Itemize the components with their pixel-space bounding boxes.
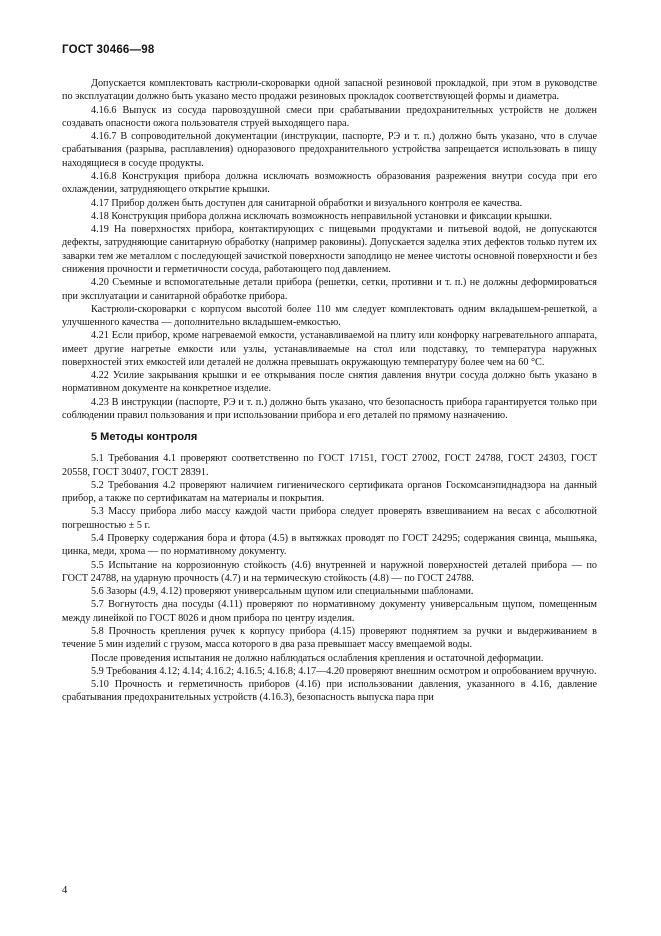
section-title: 5 Методы контроля bbox=[91, 431, 198, 444]
paragraph: 4.19 На поверхностях прибора, контактирующих с пищевыми продуктами и питьевой водой, не допускаются дефекты, затрудняющие санитарную обработку (например раковины). Допускается заделка этих дефектов только путем их заварки тем же металлом с последующей зачисткой поверхности заподлицо не менее чистоты основной поверхности и без снижения прочности и герметичности сосуда, работающего под давлением. bbox=[62, 224, 597, 275]
paragraph: 5.8 Прочность крепления ручек к корпусу прибора (4.15) проверяют поднятием за ручки и выдерживанием в течение 5 мин изделий с грузом, масса которого в два раза превышает массу вмещаемой воды. bbox=[62, 625, 597, 651]
document-header: ГОСТ 30466—98 bbox=[62, 44, 155, 56]
paragraph: Допускается комплектовать кастрюли-скороварки одной запасной резиновой прокладкой, при этом в руководстве по эксплуатации должно быть указано место продажи резиновых прокладок соответствующей формы и диаметра. bbox=[62, 78, 597, 103]
paragraph: 5.9 Требования 4.12; 4.14; 4.16.2; 4.16.5; 4.16.8; 4.17—4.20 проверяют внешним осмотром и опробованием вручную. bbox=[91, 665, 597, 677]
paragraph: 5.3 Массу прибора либо массу каждой части прибора следует проверять взвешиванием на весах с абсолютной погрешностью ± 5 г. bbox=[62, 506, 597, 531]
paragraph: 5.1 Требования 4.1 проверяют соответственно по ГОСТ 17151, ГОСТ 27002, ГОСТ 24788, ГОСТ 24303, ГОСТ 20558, ГОСТ 30407, ГОСТ 28391. bbox=[62, 453, 597, 478]
control-methods-paragraphs bbox=[62, 452, 597, 704]
document-body bbox=[62, 77, 597, 705]
paragraph: 4.17 Прибор должен быть доступен для санитарной обработки и визуального контроля ее качества. bbox=[91, 197, 523, 209]
paragraph: 5.6 Зазоры (4.9, 4.12) проверяют универсальным щупом или специальными шаблонами. bbox=[91, 586, 474, 598]
paragraph: 4.16.7 В сопроводительной документации (инструкции, паспорте, РЭ и т. п.) должно быть указано, что в случае срабатывания (разрыва, расплавления) одноразового предохранительного устройства запрещается использовать в пищу находящиеся в сосуде продукты. bbox=[62, 131, 597, 169]
page-number: 4 bbox=[62, 885, 68, 896]
paragraph: 5.10 Прочность и герметичность приборов (4.16) при использовании давления, указанного в 4.16, давление срабатывания предохранительных устройств (4.16.3), безопасность выпуска пара при bbox=[62, 679, 597, 704]
paragraph: 4.22 Усилие закрывания крышки и ее открывания после снятия давления внутри сосуда должно быть указано в нормативном документе на конкретное изделие. bbox=[62, 370, 597, 395]
paragraph: 5.5 Испытание на коррозионную стойкость (4.6) внутренней и наружной поверхностей деталей прибора — по ГОСТ 24788, на ударную прочность (4.7) и на термическую стойкость (4.8) — по ГОСТ 24788. bbox=[62, 559, 597, 584]
paragraph: 5.2 Требования 4.2 проверяют наличием гигиенического сертификата органов Госкомсанэпиднадзора на данный прибор, а также по сертификатам на материалы и покрытия. bbox=[62, 479, 597, 505]
paragraph: После проведения испытания не должно наблюдаться ослабления крепления и остаточной деформации. bbox=[91, 652, 544, 664]
requirements-paragraphs bbox=[62, 77, 597, 422]
paragraph: 5.4 Проверку содержания бора и фтора (4.5) в вытяжках проводят по ГОСТ 24295; содержания свинца, мышьяка, цинка, меди, хрома — по нормативному документу. bbox=[62, 533, 597, 558]
paragraph: 5.7 Вогнутость дна посуды (4.11) проверяют по нормативному документу универсальным щупом, помещенным между линейкой по ГОСТ 8026 и дном прибора по центру изделия. bbox=[62, 599, 597, 624]
paragraph: 4.16.6 Выпуск из сосуда паровоздушной смеси при срабатывании предохранительных устройств не должен создавать опасности ожога пользователя струей выходящего пара. bbox=[62, 104, 597, 129]
paragraph: 4.16.8 Конструкция прибора должна исключать возможность образования разрежения внутри сосуда при его охлаждении, затрудняющего открытие крышки. bbox=[62, 170, 597, 196]
paragraph: 4.18 Конструкция прибора должна исключать возможность неправильной установки и фиксации крышки. bbox=[91, 210, 553, 222]
paragraph: 4.23 В инструкции (паспорте, РЭ и т. п.) должно быть указано, что безопасность прибора гарантируется только при соблюдении правил пользования и при использовании прибора и его деталей по прямому назначению. bbox=[62, 396, 597, 422]
paragraph: Кастрюли-скороварки с корпусом высотой более 110 мм следует комплектовать одним вкладышем-решеткой, а улучшенного качества — дополнительно вкладышем-емкостью. bbox=[62, 303, 597, 329]
paragraph: 4.21 Если прибор, кроме нагреваемой емкости, устанавливаемой на плиту или конфорку нагревательного аппарата, имеет другие нагретые емкости или узлы, устанавливаемые на стол или подставку, то температура наружных поверхностей этих емкостей или деталей не должна превышать окружающую температуру более чем на 60 °С. bbox=[62, 330, 597, 368]
paragraph: 4.20 Съемные и вспомогательные детали прибора (решетки, сетки, противни и т. п.) не должны деформироваться при эксплуатации и санитарной обработке прибора. bbox=[62, 277, 597, 302]
